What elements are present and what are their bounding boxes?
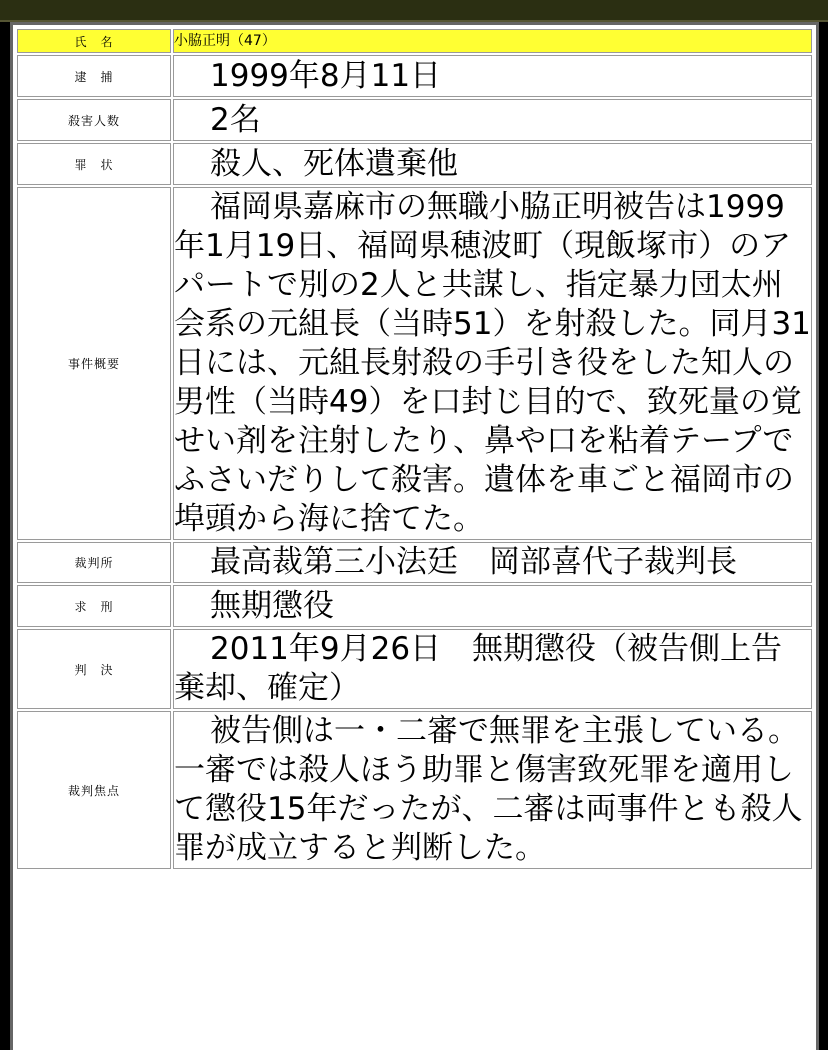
- row-value-summary: [173, 187, 812, 540]
- court: 最高裁第三小法廷 岡部喜代子裁判長: [210, 544, 737, 580]
- top-bar: [0, 0, 828, 22]
- table-row-name: [17, 29, 812, 53]
- row-label-verdict: 判 決: [17, 629, 171, 709]
- row-value-focus: [173, 711, 812, 869]
- row-label-name: 氏 名: [17, 29, 171, 53]
- row-value-court: [173, 542, 812, 583]
- victim-count: 2名: [210, 101, 261, 138]
- row-label-prosecution: 求 刑: [17, 585, 171, 627]
- table-row-charges: [17, 143, 812, 185]
- row-label-focus: 裁判焦点: [17, 711, 171, 869]
- row-value-verdict: [173, 629, 812, 709]
- row-label-victims: 殺害人数: [17, 99, 171, 141]
- table-row-focus: [17, 711, 812, 869]
- table-row-arrest: [17, 55, 812, 97]
- trial-focus: 被告側は一・二審で無罪を主張している。一審では殺人ほう助罪と傷害致死罪を適用して懲役15年だったが、二審は両事件とも殺人罪が成立すると判断した。: [174, 713, 803, 866]
- arrest-date: 1999年8月11日: [210, 57, 442, 94]
- row-label-arrest: 逮 捕: [17, 55, 171, 97]
- row-value-charges: [173, 143, 812, 185]
- row-value-arrest: [173, 55, 812, 97]
- record-frame: [10, 22, 819, 1050]
- row-value-name: [173, 29, 812, 53]
- prosecution-demand: 無期懲役: [210, 587, 334, 624]
- row-label-charges: 罪 状: [17, 143, 171, 185]
- row-label-court: 裁判所: [17, 542, 171, 583]
- case-summary: 福岡県嘉麻市の無職小脇正明被告は1999年1月19日、福岡県穂波町（現飯塚市）のアパートで別の2人と共謀し、指定暴力団太州会系の元組長（当時51）を射殺した。同月31日には、元組長射殺の手引き役をした知人の男性（当時49）を口封じ目的で、致死量の覚せい剤を注射したり、鼻や口を粘着テープでふさいだりして殺害。遺体を車ごと福岡市の埠頭から海に捨てた。: [174, 189, 811, 537]
- row-label-summary: 事件概要: [17, 187, 171, 540]
- table-row-court: [17, 542, 812, 583]
- table-row-victims: [17, 99, 812, 141]
- table-row-verdict: [17, 629, 812, 709]
- case-record-table: [15, 27, 814, 871]
- verdict: 2011年9月26日 無期懲役（被告側上告棄却、確定）: [174, 631, 783, 706]
- charges: 殺人、死体遺棄他: [210, 145, 458, 182]
- table-row-prosecution: [17, 585, 812, 627]
- row-value-victims: [173, 99, 812, 141]
- row-value-prosecution: [173, 585, 812, 627]
- table-row-summary: [17, 187, 812, 540]
- defendant-name: 小脇正明（47）: [174, 33, 276, 49]
